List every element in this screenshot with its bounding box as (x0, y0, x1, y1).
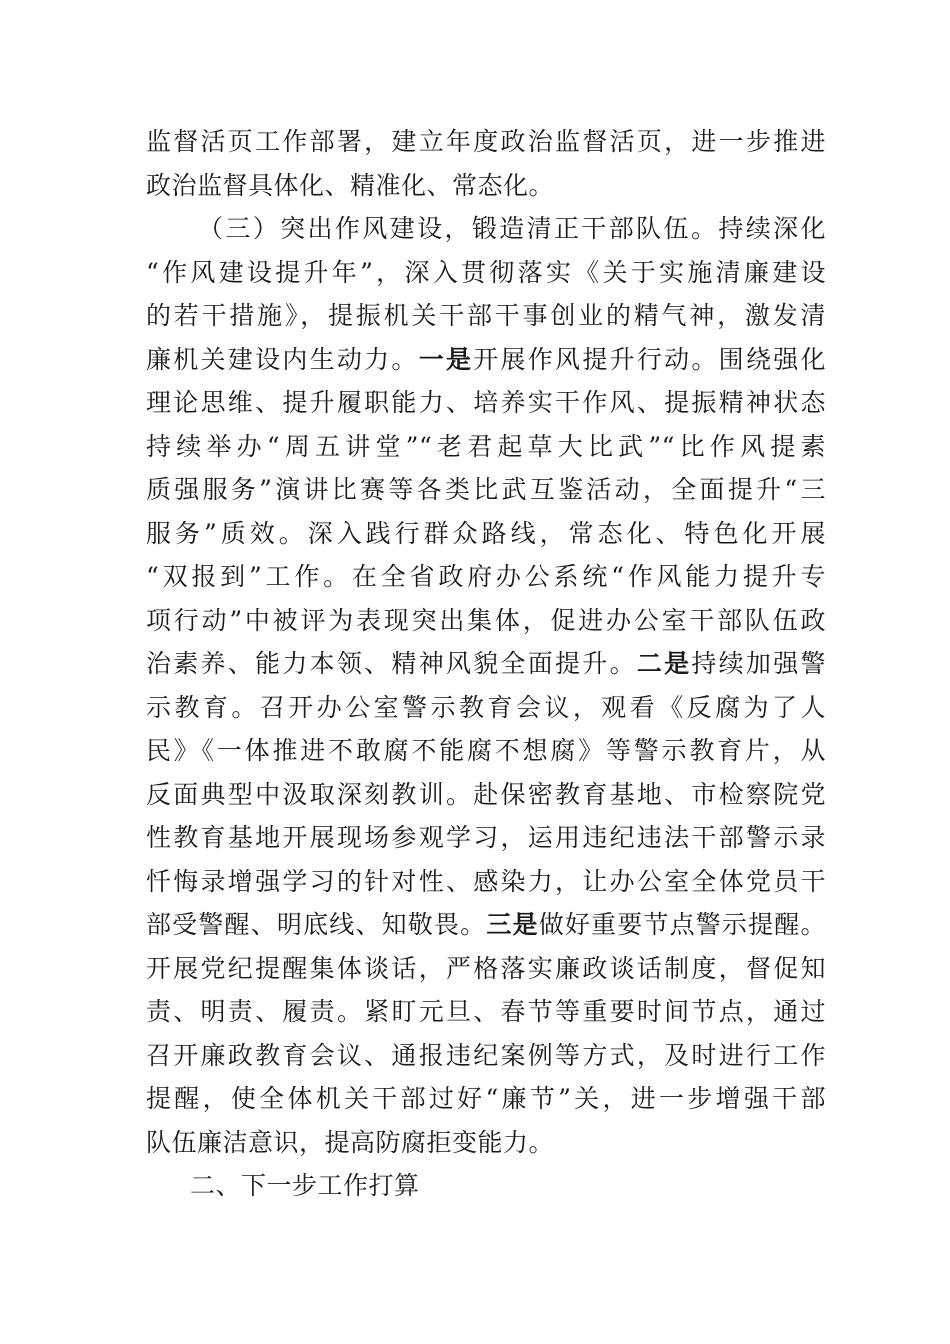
text-line (146, 338, 826, 382)
text-line: “双报到”工作。在全省政府办公系统“作风能力提升专 (146, 562, 826, 591)
text-line: 服务”质效。深入践行群众路线，常态化、特色化开展 (146, 518, 826, 548)
text-span: 部受警醒、明底线、知敬畏。 (146, 910, 487, 939)
text-line: 召开廉政教育会议、通报违纪案例等方式，及时进行工作 (146, 1040, 826, 1070)
bold-marker: 一是 (418, 344, 474, 374)
text-line (146, 642, 826, 686)
text-line: 反面典型中汲取深刻教训。赴保密教育基地、市检察院党 (146, 779, 826, 809)
text-line: 开展党纪提醒集体谈话，严格落实廉政谈话制度，督促知 (146, 953, 826, 983)
text-line: “作风建设提升年”，深入贯彻落实《关于实施清廉建设 (146, 257, 826, 287)
text-line: 队伍廉洁意识，提高防腐拒变能力。 (146, 1127, 555, 1157)
text-span: 持续加强警 (691, 649, 826, 678)
text-line: 质强服务”演讲比赛等各类比武互鉴活动，全面提升“三 (146, 475, 826, 504)
section-heading-line: （三）突出作风建设，锻造清正干部队伍。持续深化 (198, 214, 826, 243)
text-line: 监督活页工作部署，建立年度政治监督活页，进一步推进 (146, 127, 826, 156)
document-body (146, 120, 826, 1208)
text-span: 做好重要节点警示提醒。 (538, 910, 826, 939)
bold-marker: 三是 (486, 910, 539, 939)
text-line: 民》《一体推进不敢腐不能腐不想腐》等警示教育片，从 (146, 736, 826, 765)
text-line: 忏悔录增强学习的针对性、感染力，让办公室全体党员干 (146, 866, 826, 896)
text-line: 性教育基地开展现场参观学习，运用违纪违法干部警示录 (146, 823, 826, 852)
text-line: 提醒，使全体机关干部过好“廉节”关，进一步增强干部 (146, 1084, 826, 1113)
text-line: 项行动”中被评为表现突出集体，促进办公室干部队伍政 (146, 605, 826, 635)
text-span: 治素养、能力本领、精神风貌全面提升。 (146, 649, 637, 678)
text-line: 理论思维、提升履职能力、培养实干作风、提振精神状态 (146, 388, 826, 417)
section-heading: 二、下一步工作打算 (190, 1171, 420, 1200)
text-span: 开展作风提升行动。围绕强化 (473, 344, 826, 374)
text-line: 政治监督具体化、精准化、常态化。 (146, 170, 555, 200)
text-line (146, 903, 826, 947)
text-line: 责、明责、履责。紧盯元旦、春节等重要时间节点，通过 (146, 997, 826, 1026)
bold-marker: 二是 (636, 649, 692, 678)
text-line: 持续举办“周五讲堂”“老君起草大比武”“比作风提素 (146, 431, 826, 461)
text-span: 廉机关建设内生动力。 (146, 344, 419, 374)
text-line: 示教育。召开办公室警示教育会议，观看《反腐为了人 (146, 692, 826, 722)
text-line: 的若干措施》，提振机关干部干事创业的精气神，激发清 (146, 301, 826, 330)
